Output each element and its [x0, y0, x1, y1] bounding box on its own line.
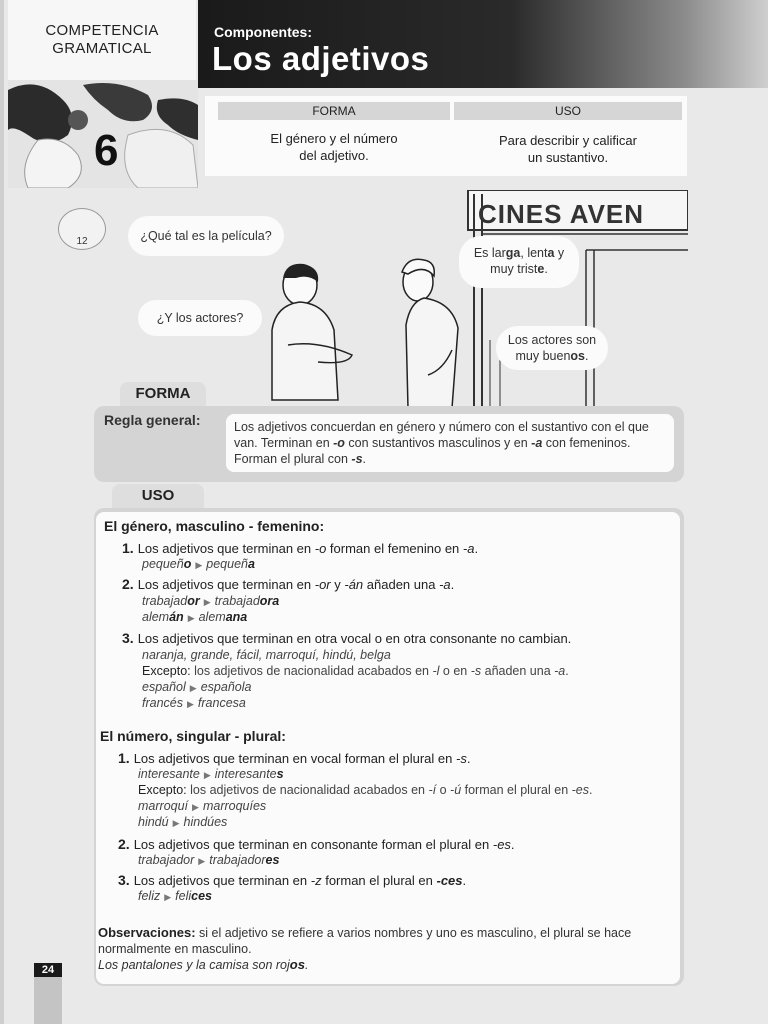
page-subtitle: Componentes: — [214, 24, 312, 40]
genero-heading: El género, masculino - femenino: — [104, 518, 325, 534]
numero-rule-1-example-3: hindú ▶ hindúes — [138, 815, 228, 829]
observaciones: Observaciones: si el adjetivo se refiere a varios nombres y uno es masculino, el plural se hace normalmente en masculino. Los pantalones y la camisa son rojos. — [98, 925, 632, 972]
genero-rule-1: 1. Los adjetivos que terminan en -o forman el femenino en -a. — [122, 540, 479, 556]
regla-general-label: Regla general: — [104, 412, 201, 428]
genero-rule-3-example: naranja, grande, fácil, marroquí, hindú, belga — [142, 648, 391, 662]
speech-bubble-a1: Es larga, lenta y muy triste. — [459, 236, 579, 288]
speech-bubble-q1: ¿Qué tal es la película? — [128, 216, 284, 256]
numero-rule-1: 1. Los adjetivos que terminan en vocal forman el plural en -s. — [118, 750, 471, 766]
page-number: 24 — [34, 963, 62, 977]
section-label-line2: GRAMATICAL — [52, 40, 152, 57]
genero-rule-3-exception: Excepto: los adjetivos de nacionalidad acabados en -l o en -s añaden una -a. — [142, 664, 569, 678]
uso-tab: USO — [112, 484, 204, 508]
forma-tab: FORMA — [120, 382, 206, 406]
genero-rule-3-example-2: español ▶ española — [142, 680, 252, 694]
section-label — [10, 22, 194, 58]
numero-rule-2-example: trabajador ▶ trabajadores — [138, 853, 280, 867]
page-title: Los adjetivos — [212, 40, 430, 77]
cinema-sign: CINES AVEN — [478, 199, 645, 229]
genero-rule-2-example-1: trabajador ▶ trabajadora — [142, 594, 280, 608]
forma-cell: El género y el número del adjetivo. — [270, 131, 398, 163]
genero-rule-1-example: pequeño ▶ pequeña — [142, 557, 255, 571]
genero-rule-3: 3. Los adjetivos que terminan en otra vocal o en otra consonante no cambian. — [122, 630, 572, 646]
speech-bubble-a2: Los actores son muy buenos. — [496, 326, 608, 370]
genero-rule-2-example-2: alemán ▶ alemana — [142, 610, 248, 624]
regla-general-text: Los adjetivos concuerdan en género y número con el sustantivo con el que van. Terminan en -o con sustantivos masculinos y en -a con femeninos. Forman el plural con -s. — [226, 414, 674, 472]
unit-number: 6 — [94, 126, 119, 175]
cd-track-number: 12 — [76, 236, 88, 247]
numero-heading: El número, singular - plural: — [100, 728, 286, 744]
numero-rule-1-example: interesante ▶ interesantes — [138, 767, 284, 781]
uso-column-header: USO — [454, 102, 682, 120]
left-edge-bar — [0, 0, 4, 1024]
section-label-line1: COMPETENCIA — [45, 22, 159, 39]
genero-rule-2: 2. Los adjetivos que terminan en -or y -án añaden una -a. — [122, 576, 455, 592]
genero-rule-3-example-3: francés ▶ francesa — [142, 696, 246, 710]
numero-rule-3: 3. Los adjetivos que terminan en -z forman el plural en -ces. — [118, 872, 467, 888]
numero-rule-3-example: feliz ▶ felices — [138, 889, 212, 903]
audio-cd-icon[interactable] — [58, 208, 106, 250]
speech-bubble-q2: ¿Y los actores? — [138, 300, 262, 336]
numero-rule-1-example-2: marroquí ▶ marroquíes — [138, 799, 267, 813]
numero-rule-2: 2. Los adjetivos que terminan en consonante forman el plural en -es. — [118, 836, 515, 852]
numero-rule-1-exception: Excepto: los adjetivos de nacionalidad acabados en -í o -ú forman el plural en -es. — [138, 783, 593, 797]
uso-cell: Para describir y calificar un sustantivo. — [499, 133, 637, 165]
forma-column-header: FORMA — [218, 102, 450, 120]
page-number-bar — [34, 977, 62, 1024]
